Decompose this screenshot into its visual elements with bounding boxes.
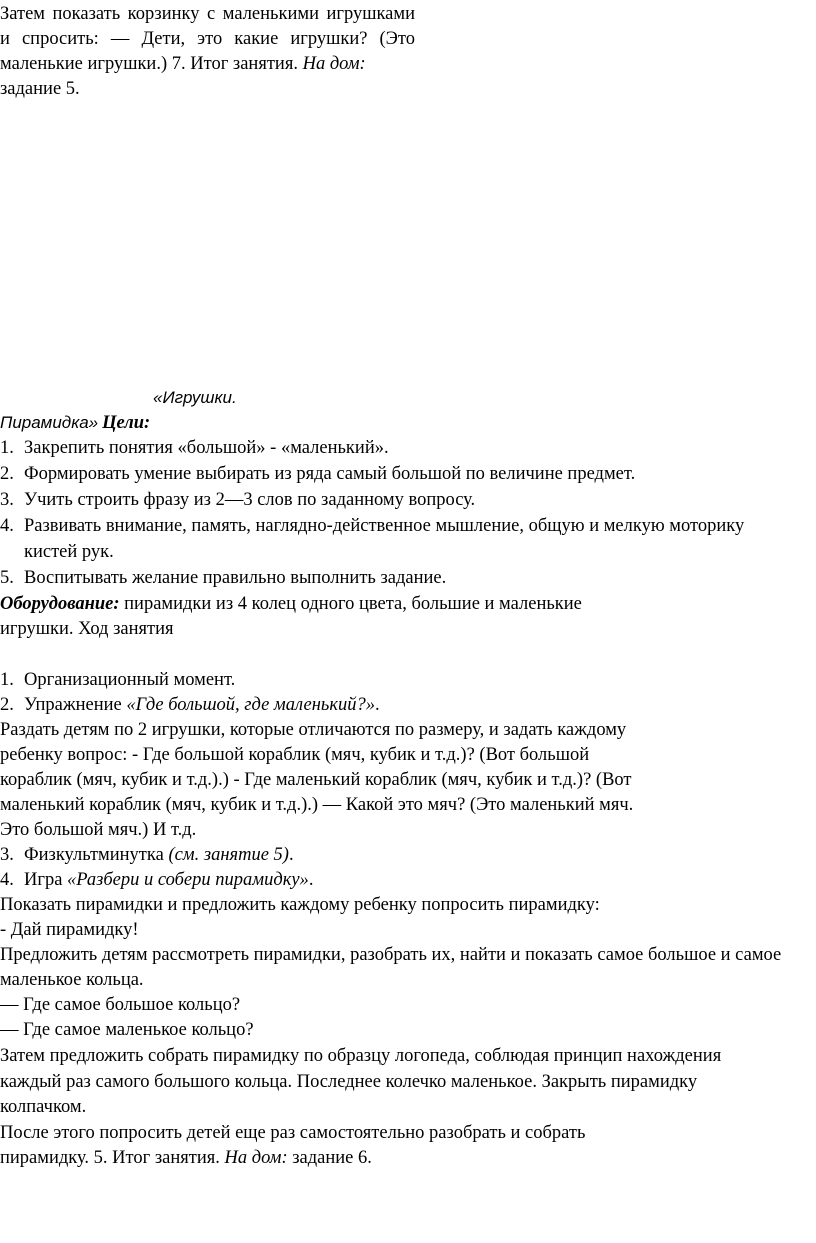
lesson-title-part1: «Игрушки. (153, 388, 237, 407)
goal-number: 3. (0, 490, 14, 510)
paragraph-line: Показать пирамидки и предложить каждому ребенку попросить пирамидку: (0, 895, 600, 915)
goal-number: 2. (0, 464, 14, 484)
intro-line-2: и спросить: — Дети, это какие игрушки? (Это (0, 29, 415, 49)
homework-label: На дом: (302, 54, 366, 74)
goal-text: Развивать внимание, память, наглядно-действенное мышление, общую и мелкую моторику (24, 516, 745, 536)
paragraph-line: — Где самое большое кольцо? (0, 995, 241, 1015)
goal-item (0, 462, 635, 486)
goal-text: Закрепить понятия «большой» - «маленький». (24, 438, 389, 458)
step-4: 4. Игра «Разбери и собери пирамидку». (0, 870, 314, 890)
paragraph-line: Предложить детям рассмотреть пирамидки, разобрать их, найти и показать самое большое и самое (0, 945, 782, 965)
intro-line-3-text: маленькие игрушки.) 7. Итог занятия. (0, 54, 298, 74)
paragraph-line: колпачком. (0, 1097, 87, 1117)
step-text: Физкультминутка (24, 845, 164, 865)
step-1 (0, 668, 235, 692)
goal-text: Формировать умение выбирать из ряда самый большой по величине предмет. (24, 464, 636, 484)
step-2: 2. Упражнение «Где большой, где маленький?». (0, 695, 380, 715)
paragraph-line: Затем предложить собрать пирамидку по образцу логопеда, соблюдая принцип нахождения (0, 1046, 722, 1066)
intro-line-3 (0, 52, 366, 76)
goal-number: 5. (0, 568, 14, 588)
goal-item (0, 514, 744, 538)
game-title: «Разбери и собери пирамидку» (67, 870, 309, 890)
goal-item (0, 566, 446, 590)
goal-item-continued (0, 540, 114, 564)
paragraph-line (0, 1146, 372, 1170)
paragraph-line: кораблик (мяч, кубик и т.д.).) - Где маленький кораблик (мяч, кубик и т.д.)? (Вот (0, 770, 632, 790)
paragraph-line: маленькое кольца. (0, 970, 144, 990)
goal-text: кистей рук. (24, 542, 114, 562)
step-number: 1. (0, 670, 14, 690)
goal-number: 4. (0, 516, 14, 536)
step-number: 3. (0, 845, 14, 865)
paragraph-line: каждый раз самого большого кольца. Последнее колечко маленькое. Закрыть пирамидку (0, 1072, 698, 1092)
goal-item (0, 436, 389, 460)
paragraph-line: — Где самое маленькое кольцо? (0, 1020, 254, 1040)
intro-line-1: Затем показать корзинку с маленькими игрушками (0, 4, 415, 24)
homework-task: задание 6. (292, 1148, 372, 1168)
paragraph-line: - Дай пирамидку! (0, 920, 139, 940)
equipment-line-1 (0, 592, 582, 616)
goal-text: Учить строить фразу из 2—3 слов по заданному вопросу. (24, 490, 476, 510)
equipment-text: пирамидки из 4 колец одного цвета, большие и маленькие (119, 594, 582, 614)
goal-text: Воспитывать желание правильно выполнить задание. (24, 568, 447, 588)
step-reference: (см. занятие 5) (168, 845, 289, 865)
paragraph-line: ребенку вопрос: - Где большой кораблик (мяч, кубик и т.д.)? (Вот большой (0, 745, 590, 765)
step-text: Игра (24, 870, 63, 890)
exercise-title: «Где большой, где маленький?» (126, 695, 375, 715)
paragraph-line: После этого попросить детей еще раз самостоятельно разобрать и собрать (0, 1123, 586, 1143)
equipment-label: Оборудование: (0, 594, 120, 614)
equipment-line-2: игрушки. Ход занятия (0, 619, 174, 639)
step-number: 4. (0, 870, 14, 890)
step-text: Упражнение (24, 695, 122, 715)
homework-label: На дом: (224, 1148, 288, 1168)
lesson-title-line (0, 411, 150, 436)
intro-line-4: задание 5. (0, 79, 80, 99)
step-text: Организационный момент. (24, 670, 236, 690)
paragraph-line: Это большой мяч.) И т.д. (0, 820, 197, 840)
lesson-title-part2: Пирамидка» (0, 413, 99, 432)
summary-text: пирамидку. 5. Итог занятия. (0, 1148, 220, 1168)
paragraph-line: Раздать детям по 2 игрушки, которые отличаются по размеру, и задать каждому (0, 720, 627, 740)
goals-label: Цели: (102, 413, 151, 433)
paragraph-line: маленький кораблик (мяч, кубик и т.д.).) — Какой это мяч? (Это маленький мяч. (0, 795, 634, 815)
goal-item (0, 488, 475, 512)
goal-number: 1. (0, 438, 14, 458)
step-3: 3. Физкультминутка (см. занятие 5). (0, 845, 294, 865)
step-number: 2. (0, 695, 14, 715)
